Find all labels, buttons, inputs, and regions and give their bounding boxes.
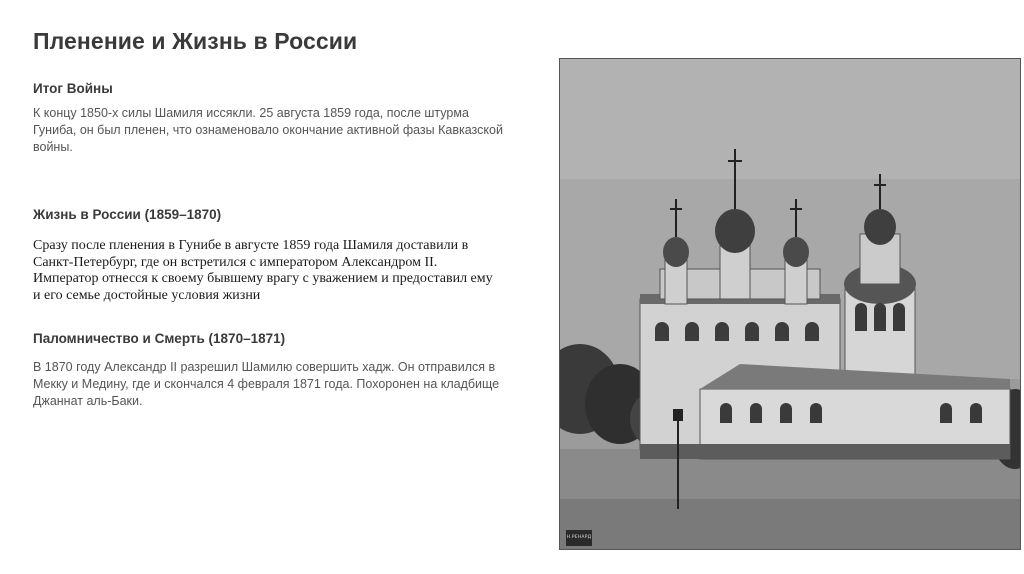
church-photo [559, 58, 1021, 550]
section-heading-pilgrimage: Паломничество и Смерть (1870–1871) [33, 331, 286, 346]
section-text-war-outcome: К концу 1850-х силы Шамиля иссякли. 25 августа 1859 года, после штурма Гуниба, он был пленен, что ознаменовало окончание активной фазы Кавказской войны. [33, 106, 503, 154]
section-text-life-in-russia: Сразу после пленения в Гунибе в августе 1859 года Шамиля доставили в Санкт-Петербург, где он встретился с императором Александром II. Император отнесся к своему бывшему врагу с уважением и предоставил ему и его семье достойные условия жизни [33, 238, 493, 303]
section-heading-war-outcome: Итог Войны [33, 81, 113, 96]
photo-signature: Н.РЕНАРД [566, 530, 592, 546]
section-text-pilgrimage: В 1870 году Александр II разрешил Шамилю совершить хадж. Он отправился в Мекку и Медину, где и скончался 4 февраля 1871 года. Похоронен на кладбище Джаннат аль-Баки. [33, 360, 500, 408]
page-title: Пленение и Жизнь в России [33, 28, 358, 54]
church-illustration [560, 59, 1020, 549]
section-heading-life-in-russia: Жизнь в России (1859–1870) [33, 207, 222, 222]
